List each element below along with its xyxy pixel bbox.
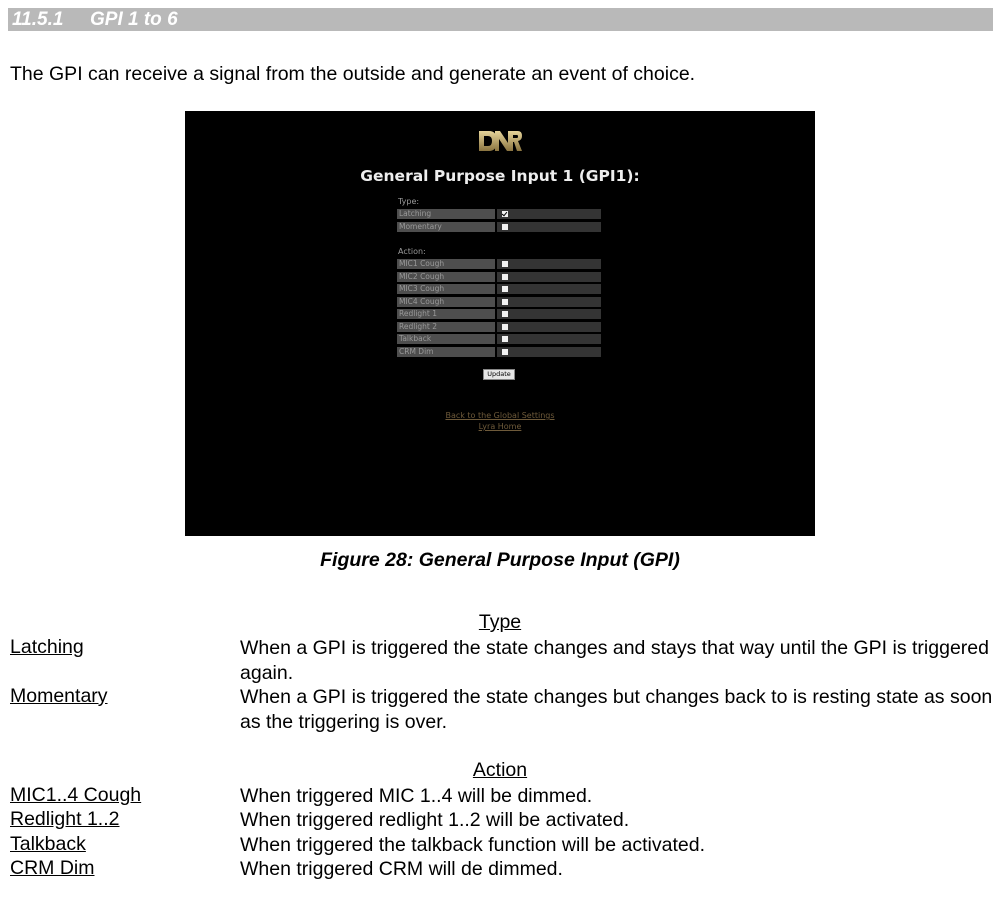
action-checkbox-cell	[497, 284, 601, 294]
action-checkbox[interactable]	[502, 336, 508, 342]
desc-mic-cough: When triggered MIC 1..4 will be dimmed.	[240, 785, 593, 807]
action-row	[397, 297, 601, 307]
action-option-label: Redlight 1	[397, 309, 495, 319]
action-option-label: CRM Dim	[397, 347, 495, 357]
desc-momentary: When a GPI is triggered the state changes but changes back to is resting state as soon as the triggering is over.	[240, 686, 993, 733]
desc-crm-dim: When triggered CRM will de dimmed.	[240, 858, 563, 880]
type-heading: Type	[478, 611, 522, 633]
action-row	[397, 309, 601, 319]
action-option-label: MIC4 Cough	[397, 297, 495, 307]
action-row	[397, 347, 601, 357]
action-option-label: Talkback	[397, 334, 495, 344]
action-heading: Action	[472, 759, 528, 781]
term-redlight: Redlight 1..2	[10, 808, 120, 830]
action-option-label: MIC2 Cough	[397, 272, 495, 282]
desc-redlight: When triggered redlight 1..2 will be activated.	[240, 809, 630, 831]
type-option-label: Momentary	[397, 222, 495, 232]
action-checkbox-cell	[497, 347, 601, 357]
action-checkbox-cell	[497, 309, 601, 319]
action-checkbox[interactable]	[502, 349, 508, 355]
action-checkbox-cell	[497, 272, 601, 282]
action-checkbox[interactable]	[502, 286, 508, 292]
action-checkbox-cell	[497, 334, 601, 344]
gpi-screenshot	[185, 111, 815, 536]
action-row	[397, 334, 601, 344]
action-row	[397, 284, 601, 294]
gpi-page-title: General Purpose Input 1 (GPI1):	[360, 167, 640, 185]
section-number: 11.5.1	[12, 9, 64, 30]
desc-talkback: When triggered the talkback function will be activated.	[240, 834, 706, 856]
lyra-home-link[interactable]: Lyra Home	[478, 422, 522, 431]
action-checkbox-cell	[497, 259, 601, 269]
term-mic-cough: MIC1..4 Cough	[10, 784, 142, 806]
action-group-label: Action:	[398, 247, 426, 256]
intro-paragraph: The GPI can receive a signal from the outside and generate an event of choice.	[10, 63, 696, 85]
action-checkbox[interactable]	[502, 324, 508, 330]
type-option-label: Latching	[397, 209, 495, 219]
figure-caption: Figure 28: General Purpose Input (GPI)	[320, 549, 680, 571]
type-row	[397, 222, 601, 232]
type-checkbox[interactable]	[502, 211, 508, 217]
update-button[interactable]: Update	[483, 369, 515, 380]
term-latching: Latching	[10, 636, 84, 658]
action-checkbox[interactable]	[502, 261, 508, 267]
term-talkback: Talkback	[10, 833, 86, 855]
action-checkbox-cell	[497, 297, 601, 307]
action-option-label: MIC1 Cough	[397, 259, 495, 269]
action-row	[397, 272, 601, 282]
section-header-bar	[8, 8, 993, 31]
type-checkbox[interactable]	[502, 224, 508, 230]
action-row	[397, 322, 601, 332]
type-checkbox-cell	[497, 222, 601, 232]
dnr-logo-icon	[477, 128, 523, 154]
action-checkbox[interactable]	[502, 299, 508, 305]
action-checkbox-cell	[497, 322, 601, 332]
action-checkbox[interactable]	[502, 274, 508, 280]
action-checkbox[interactable]	[502, 311, 508, 317]
term-momentary: Momentary	[10, 685, 108, 707]
type-group-label: Type:	[398, 197, 420, 206]
term-crm-dim: CRM Dim	[10, 857, 95, 879]
back-to-global-settings-link[interactable]: Back to the Global Settings	[445, 411, 555, 420]
action-option-label: Redlight 2	[397, 322, 495, 332]
section-title: GPI 1 to 6	[90, 9, 178, 30]
action-row	[397, 259, 601, 269]
type-row	[397, 209, 601, 219]
type-checkbox-cell	[497, 209, 601, 219]
action-option-label: MIC3 Cough	[397, 284, 495, 294]
desc-latching: When a GPI is triggered the state changes and stays that way until the GPI is triggered again.	[240, 637, 989, 684]
